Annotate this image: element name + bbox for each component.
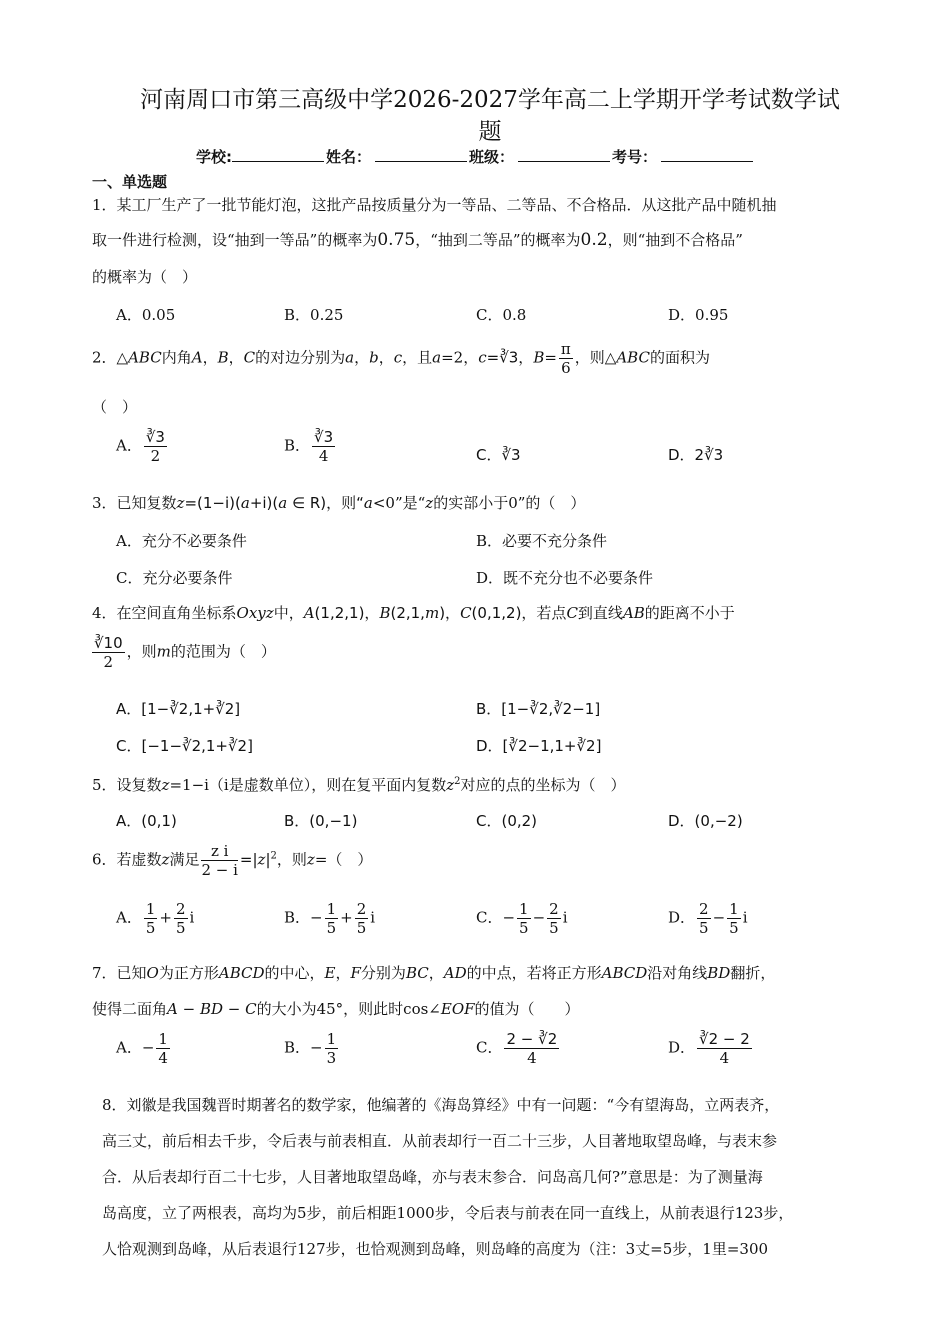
exam-no-blank[interactable]	[661, 147, 753, 162]
q6-option-d[interactable]: D． $\frac{2}{5}$ − $\frac{1}{5}$ i	[668, 900, 748, 937]
q2-paren: （ ）	[92, 398, 138, 416]
q4-option-d[interactable]: D．[∛2−1,1+∛2]	[476, 737, 602, 755]
q8-line-1: 8．刘徽是我国魏晋时期著名的数学家，他编著的《海岛算经》中有一问题：“今有望海岛，立两表齐，	[102, 1096, 780, 1114]
q7-option-a[interactable]: A．− $\frac{1}{4}$	[116, 1030, 168, 1067]
q5-option-d[interactable]: D．(0,−2)	[668, 812, 743, 830]
q2-option-b[interactable]: B． $\frac{∛3}{4}$	[284, 428, 334, 465]
section-heading: 一、单选题	[92, 173, 168, 191]
title-line-1: 河南周口市第三高级中学2026-2027学年高二上学期开学考试数学试	[140, 87, 840, 113]
q7-line-2: 使得二面角A − BD − C的大小为45°，则此时cos∠EOF的值为（ ）	[92, 1000, 580, 1018]
q3-option-a[interactable]: A．充分不必要条件	[116, 532, 247, 550]
class-label: 班级：	[469, 148, 515, 166]
q4-option-b[interactable]: B．[1−∛2,∛2−1]	[476, 700, 601, 718]
q8-line-5: 人恰观测到岛峰，从后表退行127步，也恰观测到岛峰，则岛峰的高度为（注：3丈=5步，1里=300	[102, 1240, 769, 1258]
q7-option-d[interactable]: D． $\frac{∛2 - 2}{4}$	[668, 1030, 750, 1067]
q2-option-c[interactable]: C．∛3	[476, 446, 521, 464]
q1-line-2: 取一件进行检测，设“抽到一等品”的概率为0.75，“抽到二等品”的概率为0.2，则“抽到不合格品”	[92, 230, 743, 250]
q3-option-c[interactable]: C．充分必要条件	[116, 569, 233, 587]
q1-option-a[interactable]: A．0.05	[116, 306, 176, 324]
name-blank[interactable]	[375, 147, 467, 162]
q8-line-2: 高三丈，前后相去千步，令后表与前表相直．从前表却行一百二十三步，人目著地取望岛峰，与表末参	[102, 1132, 778, 1150]
name-label: 姓名：	[326, 148, 372, 166]
q7-option-b[interactable]: B．− $\frac{1}{3}$	[284, 1030, 337, 1067]
school-label: 学校:	[196, 148, 232, 166]
q1-value-2: 0.2	[580, 230, 608, 250]
exam-title	[110, 84, 870, 148]
q5-option-b[interactable]: B．(0,−1)	[284, 812, 358, 830]
q1-option-b[interactable]: B．0.25	[284, 306, 344, 324]
q1-value-1: 0.75	[377, 230, 416, 250]
q5-line-1: 5．设复数z=1−i（i是虚数单位），则在复平面内复数$z^2$对应的点的坐标为（ ）	[92, 776, 626, 794]
q7-line-1: 7．已知O为正方形ABCD的中心，E，F分别为BC，AD的中点，若将正方形ABCD沿对角线BD翻折，	[92, 964, 776, 982]
q3-option-b[interactable]: B．必要不充分条件	[476, 532, 608, 550]
q1-option-c[interactable]: C．0.8	[476, 306, 527, 324]
q4-line-1: 4．在空间直角坐标系Oxyz中，A(1,2,1)，B(2,1,m)，C(0,1,2)，若点C到直线AB的距离不小于	[92, 604, 735, 622]
class-blank[interactable]	[518, 147, 610, 162]
q6-option-b[interactable]: B．− $\frac{1}{5}$ + $\frac{2}{5}$ i	[284, 900, 376, 937]
q6-option-a[interactable]: A． $\frac{1}{5}$ + $\frac{2}{5}$ i	[116, 900, 195, 937]
q3-line-1: 3．已知复数z=(1−i)(a+i)(a ∈ R)，则“a<0”是“z的实部小于0”的（ ）	[92, 494, 586, 512]
student-info	[196, 146, 755, 167]
q6-line-1: 6．若虚数z满足 $\frac{\text{z i}}{2 - i}$ $=|z|^2$，则z=（ ）	[92, 842, 373, 879]
q4-line-2: $\frac{∛10}{2}$ ，则m的范围为（ ）	[94, 634, 276, 671]
q1-line-3: 的概率为（ ）	[92, 268, 198, 286]
q4-option-c[interactable]: C．[−1−∛2,1+∛2]	[116, 737, 253, 755]
q2-option-d[interactable]: D．2∛3	[668, 446, 724, 464]
q2-line-1: 2．△ABC内角A，B，C的对边分别为a，b，c，且a=2，c=∛3，B= $\frac{\pi}{6}$ ，则△ABC的面积为	[92, 340, 710, 377]
q1-option-d[interactable]: D．0.95	[668, 306, 729, 324]
q6-option-c[interactable]: C．− $\frac{1}{5}$ − $\frac{2}{5}$ i	[476, 900, 568, 937]
q8-line-4: 岛高度，立了两根表，高均为5步，前后相距1000步，令后表与前表在同一直线上，从前表退行123步，	[102, 1204, 794, 1222]
exam-no-label: 考号：	[612, 148, 658, 166]
q7-option-c[interactable]: C． $\frac{2 - ∛2}{4}$	[476, 1030, 558, 1067]
q3-option-d[interactable]: D．既不充分也不必要条件	[476, 569, 654, 587]
title-line-2: 题	[478, 119, 502, 145]
q5-option-a[interactable]: A．(0,1)	[116, 812, 177, 830]
q2-option-a[interactable]: A． $\frac{∛3}{2}$	[116, 428, 165, 465]
school-blank[interactable]	[232, 147, 324, 162]
q4-option-a[interactable]: A．[1−∛2,1+∛2]	[116, 700, 241, 718]
q2-angle-fraction: $\frac{\pi}{6}$	[560, 340, 571, 377]
q5-option-c[interactable]: C．(0,2)	[476, 812, 538, 830]
q8-line-3: 合．从后表却行百二十七步，人目著地取望岛峰，亦与表末参合．问岛高几何?”意思是：为了测量海	[102, 1168, 763, 1186]
q1-line-1: 1．某工厂生产了一批节能灯泡，这批产品按质量分为一等品、二等品、不合格品．从这批产品中随机抽	[92, 196, 777, 214]
